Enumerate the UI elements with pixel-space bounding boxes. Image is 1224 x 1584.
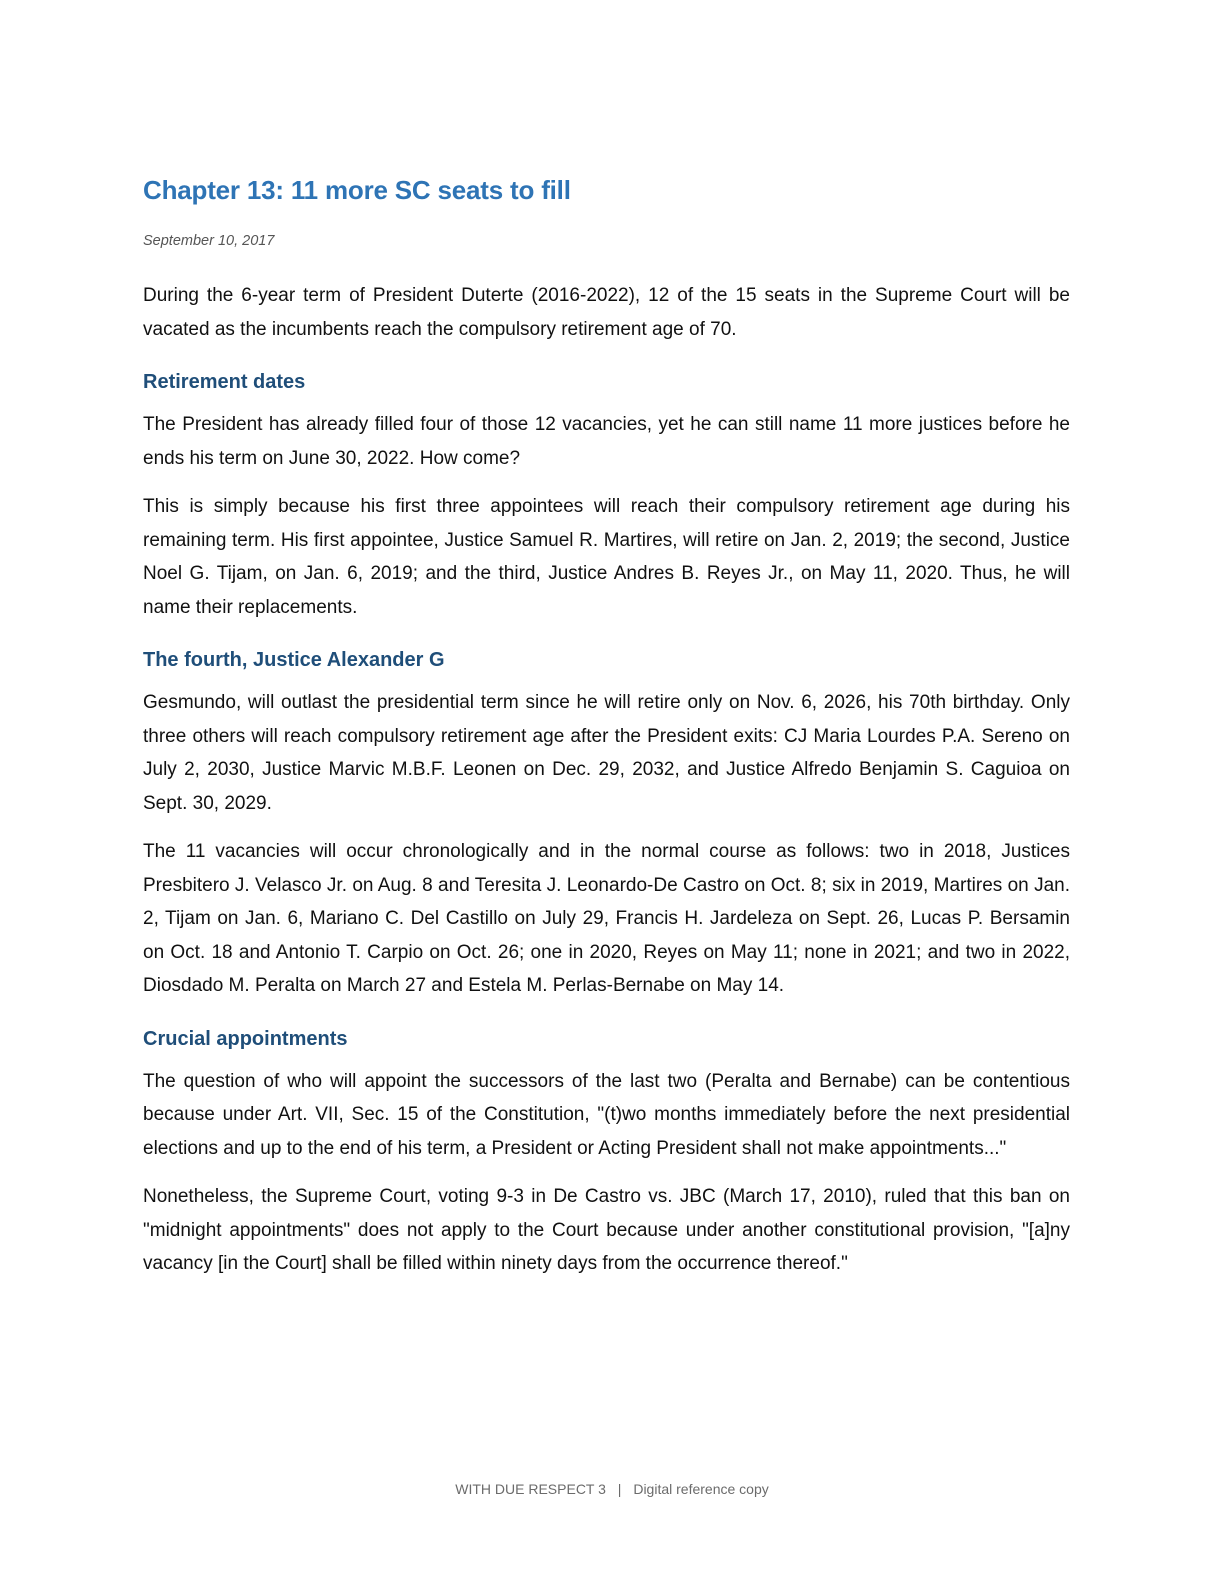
paragraph: Nonetheless, the Supreme Court, voting 9-3 in De Castro vs. JBC (March 17, 2010), ruled that this ban on "midnight appointments" does not apply to the Court because under another constitutional provision, "[a]ny vacancy [in the Court] shall be filled within ninety days from the occurrence thereof." [143,1186,1070,1274]
footer-book-title: WITH DUE RESPECT 3 [455,1481,606,1497]
page-body [143,170,1070,1281]
chapter-title: Chapter 13: 11 more SC seats to fill [143,175,571,205]
paragraph: This is simply because his first three appointees will reach their compulsory retirement age during his remaining term. His first appointee, Justice Samuel R. Martires, will retire on Jan. 2, 2019; the second, Justice Noel G. Tijam, on Jan. 6, 2019; and the third, Justice Andres B. Reyes Jr., on May 11, 2020. Thus, he will name their replacements. [143,496,1070,618]
paragraph: The question of who will appoint the successors of the last two (Peralta and Bernabe) can be contentious because under Art. VII, Sec. 15 of the Constitution, "(t)wo months immediately before the next presidential elections and up to the end of his term, a President or Acting President shall not make appointments..." [143,1070,1070,1159]
paragraph: The 11 vacancies will occur chronologically and in the normal course as follows: two in 2018, Justices Presbitero J. Velasco Jr. on Aug. 8 and Teresita J. Leonardo-De Castro on Oct. 8; six in 2019, Martires on Jan. 2, Tijam on Jan. 6, Mariano C. Del Castillo on July 29, Francis H. Jardeleza on Sept. 26, Lucas P. Bersamin on Oct. 18 and Antonio T. Carpio on Oct. 26; one in 2020, Reyes on May 11; none in 2021; and two in 2022, Diosdado M. Peralta on March 27 and Estela M. Perlas-Bernabe on May 14. [143,841,1070,996]
section-heading-crucial-appointments: Crucial appointments [143,1027,348,1050]
paragraph: The President has already filled four of those 12 vacancies, yet he can still name 11 more justices before he ends his term on June 30, 2022. How come? [143,414,1070,469]
section-heading-retirement-dates: Retirement dates [143,371,306,393]
page-footer [0,1478,1224,1500]
intro-paragraph: During the 6-year term of President Duterte (2016-2022), 12 of the 15 seats in the Supreme Court will be vacated as the incumbents reach the compulsory retirement age of 70. [143,285,1070,340]
section-heading-the-fourth: The fourth, Justice Alexander G [143,649,445,671]
footer-note: Digital reference copy [633,1481,769,1497]
paragraph: Gesmundo, will outlast the presidential term since he will retire only on Nov. 6, 2026, his 70th birthday. Only three others will reach compulsory retirement age after the President exits: CJ Maria Lourdes P.A. Sereno on July 2, 2030, Justice Marvic M.B.F. Leonen on Dec. 29, 2032, and Justice Alfredo Benjamin S. Caguioa on Sept. 30, 2029. [143,692,1070,814]
publication-date: September 10, 2017 [143,233,275,249]
footer-separator: | [617,1481,622,1497]
